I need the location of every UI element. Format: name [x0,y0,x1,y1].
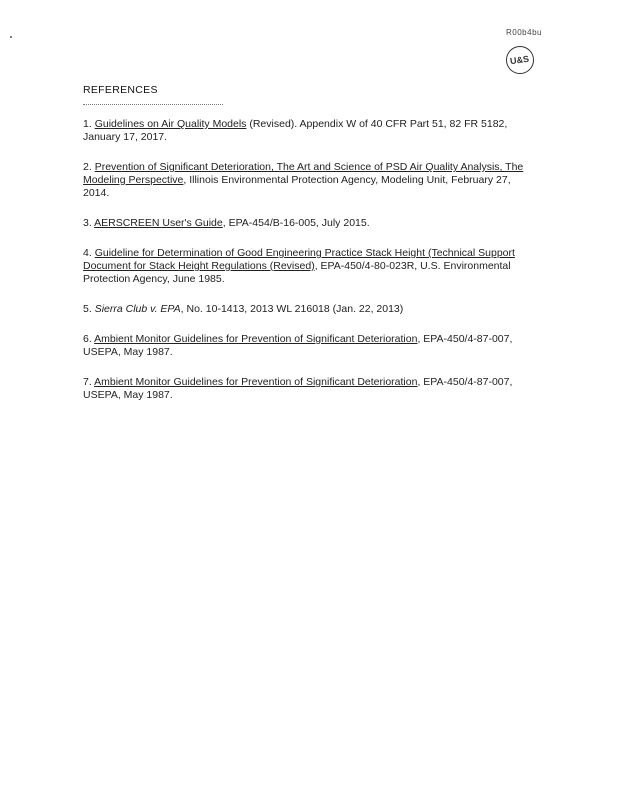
reference-details: , EPA-450/4-80-023R, U.S. Environmental Protection Agency, June 1985. [83,260,511,285]
reference-details: , No. 10-1413, 2013 WL 216018 (Jan. 22, 2013) [180,303,404,315]
reference-title: Ambient Monitor Guidelines for Prevention of Significant Deterioration [94,333,418,345]
reference-title: Prevention of Significant Deterioration, The Art and Science of PSD Air Quality Analysis, The Modeling Perspective [83,161,524,186]
heading-divider [83,104,223,105]
reference-number: 7. [83,376,92,388]
reference-title: Guidelines on Air Quality Models [94,118,247,130]
reference-item [83,333,533,359]
reference-item [83,161,533,200]
reference-number: 2. [83,161,92,173]
reference-details: (Revised). Appendix W of 40 CFR Part 51, 82 FR 5182, January 17, 2017. [83,118,508,143]
reference-list [83,118,533,419]
reference-title: Ambient Monitor Guidelines for Prevention of Significant Deterioration [94,376,418,388]
reference-details: , Illinois Environmental Protection Agency, Modeling Unit, February 27, 2014. [83,174,511,199]
reference-details: , EPA-454/B-16-005, July 2015. [222,217,370,229]
page-title: REFERENCES [83,84,158,96]
reference-item [83,376,533,402]
reference-number: 6. [83,333,92,345]
reference-item [83,247,533,286]
reference-title: AERSCREEN User's Guide [94,217,223,229]
reference-number: 3. [83,217,92,229]
stamp-seal [506,46,534,74]
scan-speck [10,36,12,38]
reference-details: , EPA-450/4-87-007, USEPA, May 1987. [83,376,513,401]
reference-item [83,118,533,144]
document-id: R00b4bu [506,28,542,37]
reference-number: 5. [83,303,92,315]
reference-number: 4. [83,247,92,259]
reference-item [83,217,533,230]
reference-case-name: Sierra Club v. EPA [94,303,181,315]
reference-details: , EPA-450/4-87-007, USEPA, May 1987. [83,333,513,358]
reference-number: 1. [83,118,92,130]
stamp-text: U&S [509,53,531,67]
reference-item [83,303,533,316]
reference-title: Guideline for Determination of Good Engineering Practice Stack Height (Technical Support Document for Stack Height Regulations (Revised) [83,247,515,272]
